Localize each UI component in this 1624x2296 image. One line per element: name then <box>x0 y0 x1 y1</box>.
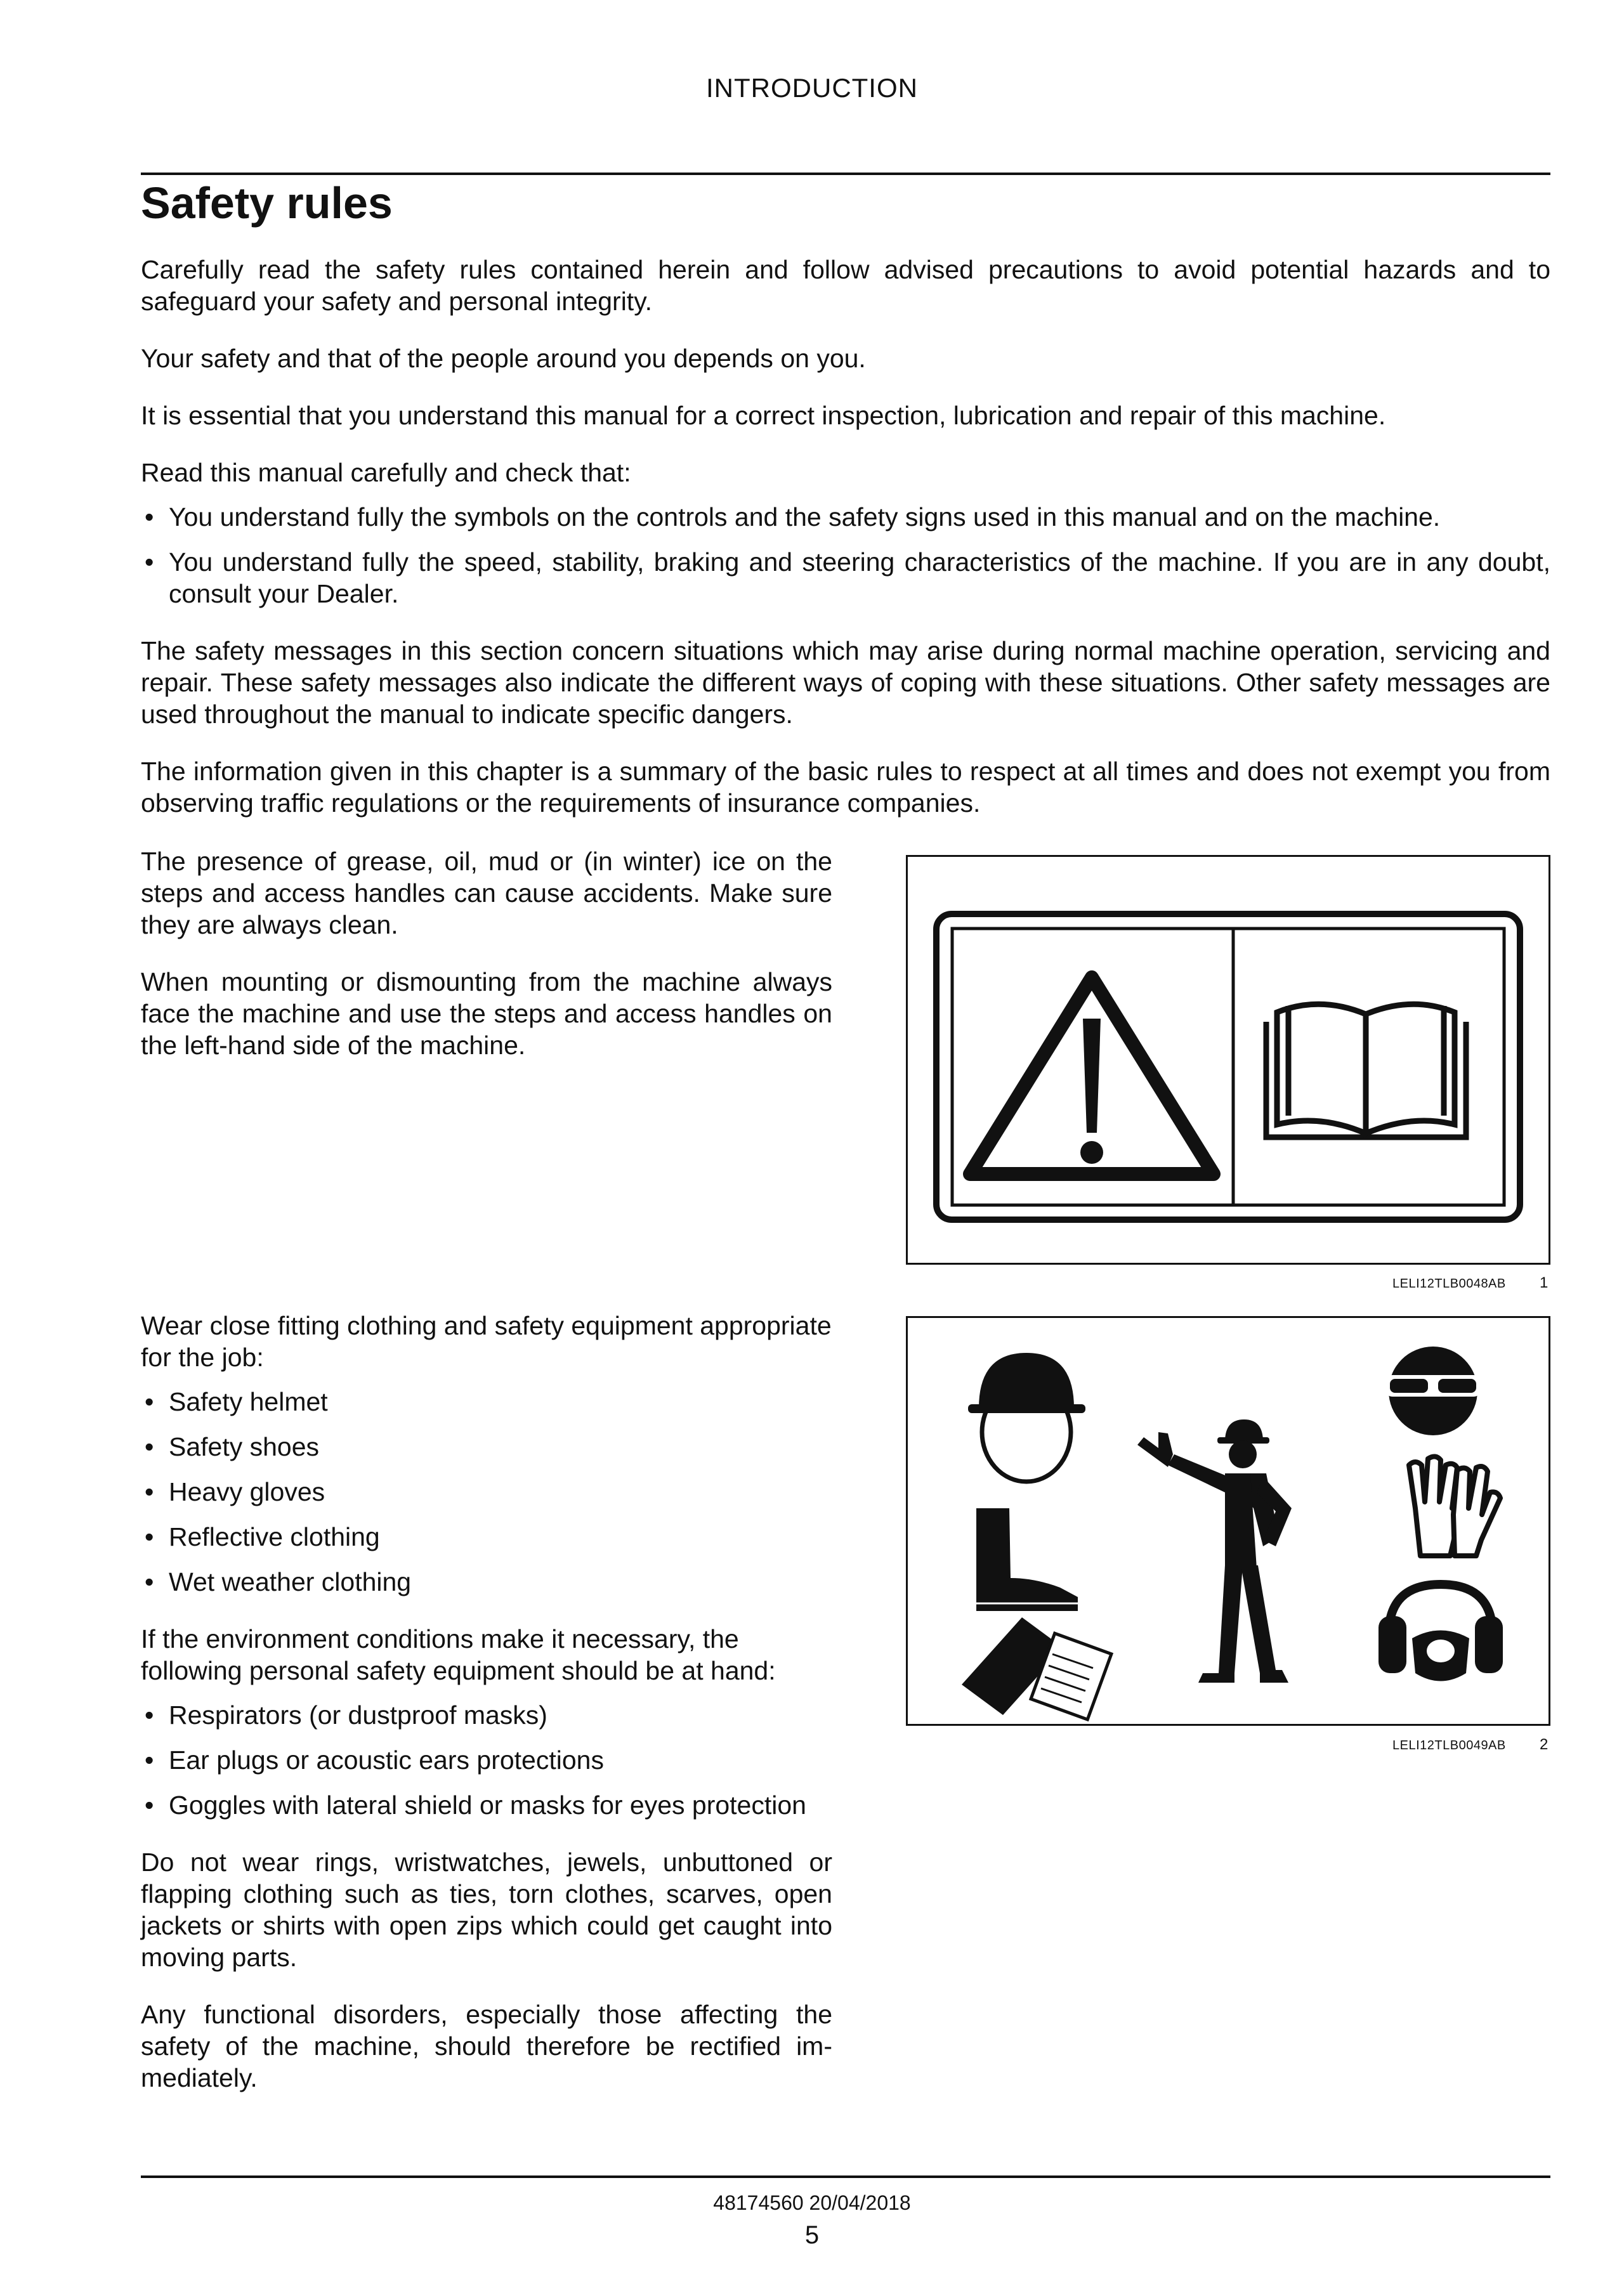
header-rule <box>141 173 1550 175</box>
ear-protection-icon <box>1378 1584 1503 1681</box>
page-number: 5 <box>804 2221 820 2249</box>
intro-paragraph-1: Carefully read the safety rules contained herein and follow advised precautions to avoid potential hazards and to safeguard your safety and personal integrity. <box>141 255 1550 316</box>
messages-paragraph-1: The safety messages in this section concern situations which may arise during normal machine operation, servicing and repair. These safety messages also indicate the different ways of coping with these situations. Other safety messages are used throughout the manual to indicate specific dangers. <box>141 636 1550 729</box>
helmet-head-icon <box>968 1353 1085 1482</box>
gloves-icon <box>1409 1456 1500 1556</box>
clothing-intro: Wear close fitting clothing and safety equipment appropriate for the job: <box>141 1311 832 1372</box>
intro-paragraph-3: It is essential that you understand this manual for a correct inspection, lubrication and repair of this machine. <box>141 401 1386 430</box>
page-title: Safety rules <box>141 178 393 228</box>
check-list <box>141 501 1550 610</box>
equipment-section <box>141 1310 832 2094</box>
documents-icon <box>962 1617 1111 1719</box>
list-item: • Heavy gloves <box>141 1476 832 1508</box>
document-reference: 48174560 20/04/2018 <box>713 2191 911 2214</box>
steps-section <box>141 845 832 1061</box>
list-item: • Respirators (or dustproof masks) <box>141 1699 832 1731</box>
environment-intro: If the environment conditions make it necessary, the following personal safety equipment should be at hand: <box>141 1624 776 1685</box>
goggles-icon <box>1385 1347 1481 1435</box>
closing-paragraph-1: Do not wear rings, wristwatches, jewels, unbuttoned or flapping clothing such as ties, torn clothes, scarves, open jackets or shirts with open zips which could get caught into moving parts. <box>141 1848 832 1972</box>
footer-rule <box>141 2175 1550 2178</box>
list-item: • You understand fully the speed, stability, braking and steering characteristics of the machine. If you are in any doubt, consult your Dealer. <box>141 546 1550 610</box>
intro-section <box>141 254 1550 819</box>
intro-paragraph-4: Read this manual carefully and check that: <box>141 458 631 487</box>
warning-triangle-icon <box>970 977 1214 1174</box>
figure-2-protective-equipment <box>906 1316 1550 1726</box>
steps-paragraph-1: The presence of grease, oil, mud or (in winter) ice on the steps and access handles can cause accidents. Make sure they are always clean. <box>141 847 832 939</box>
list-item: • Reflective clothing <box>141 1521 832 1553</box>
list-item: • Ear plugs or acoustic ears protections <box>141 1744 832 1776</box>
list-item: • Goggles with lateral shield or masks for eyes protection <box>141 1789 832 1821</box>
worker-figure-icon <box>1137 1419 1292 1683</box>
running-header: INTRODUCTION <box>706 73 918 103</box>
list-item: • Safety shoes <box>141 1431 832 1463</box>
messages-paragraph-2: The information given in this chapter is a summary of the basic rules to respect at all times and does not exempt you from observing traffic regulations or the requirements of insurance companies. <box>141 757 1550 818</box>
list-item: • You understand fully the symbols on the controls and the safety signs used in this manual and on the machine. <box>141 501 1550 533</box>
steps-paragraph-2: When mounting or dismounting from the machine always face the machine and use the steps and access handles on the left-hand side of the machine. <box>141 967 832 1060</box>
figure-2-number: 2 <box>1540 1736 1549 1753</box>
list-item: • Safety helmet <box>141 1386 832 1418</box>
intro-paragraph-2: Your safety and that of the people around you depends on you. <box>141 344 866 373</box>
figure-1-warning-sign <box>906 855 1550 1265</box>
figure-2-code: LELI12TLB0049AB <box>1392 1738 1506 1752</box>
list-item: • Wet weather clothing <box>141 1566 832 1598</box>
closing-paragraph-2: Any functional disorders, especially those affecting the safety of the machine, should therefore be rectified im-mediately. <box>141 2000 832 2092</box>
clothing-list <box>141 1386 832 1598</box>
environment-list <box>141 1699 832 1821</box>
figure-1-number: 1 <box>1540 1274 1549 1291</box>
open-manual-icon <box>1266 1004 1466 1137</box>
safety-boot-icon <box>976 1508 1078 1611</box>
figure-1-code: LELI12TLB0048AB <box>1392 1277 1506 1291</box>
